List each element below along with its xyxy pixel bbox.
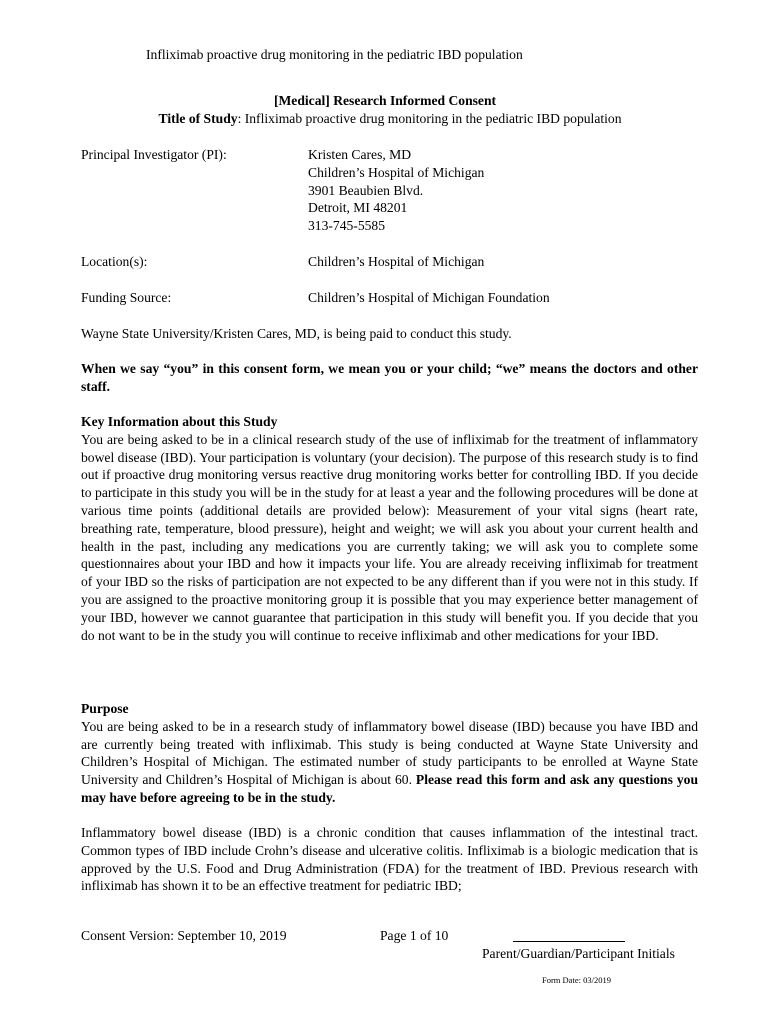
funding-source-label: Funding Source: [81, 290, 172, 305]
pi-city-state-zip: Detroit, MI 48201 [308, 200, 408, 216]
page-number: Page 1 of 10 [380, 928, 449, 943]
key-information-heading: Key Information about this Study [81, 414, 278, 429]
funding-source-value: Children’s Hospital of Michigan Foundation [308, 290, 550, 305]
location-value: Children’s Hospital of Michigan [308, 254, 485, 269]
pi-institution: Children’s Hospital of Michigan [308, 164, 485, 180]
paid-statement: Wayne State University/Kristen Cares, MD, is being paid to conduct this study. [81, 326, 512, 341]
purpose-body: You are being asked to be in a research study of inflammatory bowel disease (IBD) because you have IBD and are currently being treated with infliximab. This study is being conducted at Wayne State University and Children’s Hospital of Michigan. The estimated number of study participants to be enrolled at Wayne State University and Children’s Hospital of Michigan is about 60. [81, 718, 698, 788]
pi-name: Kristen Cares, MD [308, 147, 412, 162]
key-information-body: You are being asked to be in a clinical research study of the use of infliximab for the treatment of inflammatory bowel disease (IBD). Your participation is voluntary (your decision). The purpose of this research study is to find out if proactive drug monitoring versus reactive drug monitoring works better for controlling IBD. If you decide to participate in this study you will be in the study for at least a year and the following procedures will be done at various time points (additional details are provided below): Measurement of your vital signs (heart rate, breathing rate, temperature, blood pressure), height and weight; we will ask you about your current health and health in the past, including any medications you are currently taking; we will ask you to complete some questionnaires about your IBD and how it impacts your life. You are already receiving infliximab for treatment of your IBD so the risks of participation are not expected to be any different than if you were not in this study. If you are assigned to the proactive monitoring group it is possible that you may experience better management of your IBD, however we cannot guarantee that participation in this study will benefit you. If you decide that you do not want to be in the study you will continue to receive infliximab and other medications for your IBD. [81, 431, 698, 643]
location-label: Location(s): [81, 254, 148, 269]
pi-label: Principal Investigator (PI): [81, 147, 227, 162]
consent-version: Consent Version: September 10, 2019 [81, 928, 287, 943]
purpose-read-note: Please read this form and ask any questions you may have before agreeing to be in the study. [81, 772, 698, 805]
study-title-value: : Infliximab proactive drug monitoring in the pediatric IBD population [237, 111, 622, 126]
purpose-heading: Purpose [81, 701, 129, 716]
study-title-line [0, 110, 770, 128]
key-information-section [81, 413, 698, 644]
you-we-definition: When we say “you” in this consent form, we mean you or your child; “we” means the doctors and other staff. [81, 361, 698, 394]
ibd-description-paragraph: Inflammatory bowel disease (IBD) is a chronic condition that causes inflammation of the intestinal tract. Common types of IBD include Crohn’s disease and ulcerative colitis. Infliximab is a biologic medication that is approved by the U.S. Food and Drug Administration (FDA) for the treatment of IBD. Previous research with infliximab has shown it to be an effective treatment for pediatric IBD; [81, 825, 698, 894]
pi-phone: 313-745-5585 [308, 218, 386, 234]
initials-label: Parent/Guardian/Participant Initials [482, 946, 675, 961]
study-title-label: Title of Study [158, 111, 238, 126]
pi-street-address: 3901 Beaubien Blvd. [308, 182, 424, 198]
initials-signature-line [513, 941, 625, 942]
purpose-body-wrap [81, 718, 698, 807]
consent-form-heading: [Medical] Research Informed Consent [273, 93, 497, 108]
form-date: Form Date: 03/2019 [542, 975, 611, 985]
pi-contact-block [308, 146, 484, 235]
running-header-title: Infliximab proactive drug monitoring in the pediatric IBD population [146, 47, 523, 62]
purpose-section [81, 700, 698, 807]
